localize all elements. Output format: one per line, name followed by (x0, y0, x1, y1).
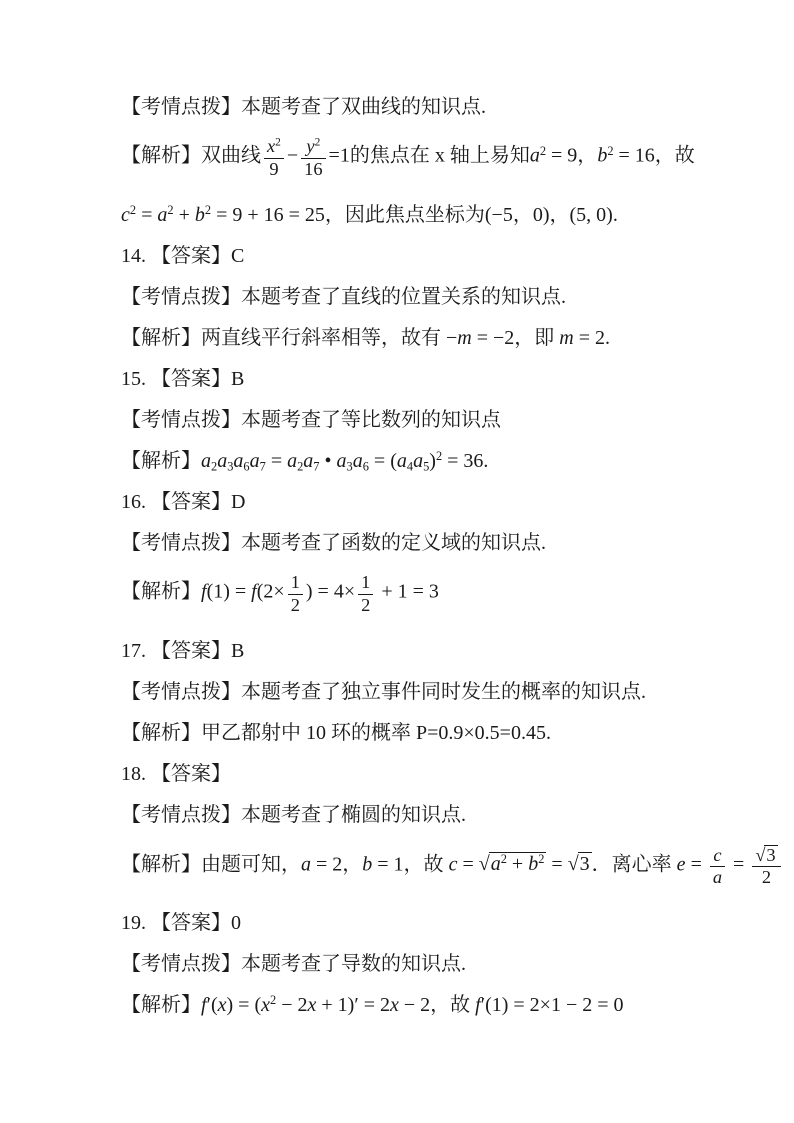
q16-analysis-line (121, 573, 758, 616)
square-root (755, 845, 777, 866)
math-variable: f (475, 994, 481, 1017)
text-run: 3 (579, 853, 590, 876)
superscript: 2 (538, 852, 545, 867)
text-run: ．离心率 (591, 853, 677, 876)
superscript: 2 (129, 202, 137, 217)
math-variable: a (233, 449, 244, 472)
subscript: 3 (346, 459, 353, 474)
fraction (710, 846, 725, 889)
math-variable: m (457, 326, 472, 349)
superscript: 2 (435, 448, 443, 463)
math-variable: c (121, 203, 130, 226)
text-run: = (546, 853, 568, 876)
text-run: 【考情点拨】本题考查了函数的定义域的知识点. (121, 531, 546, 554)
math-variable: c (713, 844, 722, 865)
superscript: 2 (607, 143, 614, 158)
superscript: 2 (167, 202, 174, 217)
q19-exam-point-line (121, 953, 758, 975)
math-variable: a (249, 449, 260, 472)
superscript: 2 (500, 852, 507, 867)
text-run: ′( (206, 994, 218, 1017)
text-run: − 2 (276, 994, 308, 1017)
radicand (489, 852, 547, 875)
text-run: ) = ( (226, 994, 262, 1017)
math-variable: a (352, 449, 363, 472)
square-root (568, 852, 592, 875)
math-variable: f (251, 580, 257, 603)
fraction (301, 137, 325, 180)
text-run: • (319, 449, 337, 472)
text-run: 【考情点拨】本题考查了双曲线的知识点. (121, 96, 486, 118)
math-variable: a (157, 203, 168, 226)
radical-icon: √ (567, 853, 579, 876)
subscript: 2 (211, 459, 218, 474)
text-run: − (286, 144, 299, 167)
text-run: = 16，故 (613, 144, 695, 167)
text-run: = 36. (442, 449, 489, 472)
fraction-numerator (288, 573, 303, 594)
text-run: = (457, 853, 479, 876)
text-run: 16 (304, 158, 323, 179)
q13-analysis-line-2 (121, 204, 758, 226)
math-variable: x (217, 994, 227, 1017)
radicand (578, 852, 592, 875)
text-run: + (506, 853, 529, 876)
text-run: = (685, 853, 707, 876)
q17-analysis-line (121, 722, 758, 744)
q16-exam-point-line (121, 532, 758, 554)
fraction (288, 573, 303, 616)
text-run: 【考情点拨】本题考查了导数的知识点. (121, 953, 466, 976)
radical-icon: √ (755, 844, 766, 865)
text-run: = 2. (573, 326, 611, 349)
text-run: = −2，即 (471, 326, 560, 349)
math-variable: b (194, 203, 205, 226)
fraction-denominator (264, 158, 284, 180)
text-run: − 2，故 (398, 994, 476, 1017)
text-run: (2× (256, 580, 285, 603)
q14-answer-line (121, 245, 758, 267)
q19-analysis-line (121, 994, 758, 1016)
text-run: 2 (761, 867, 772, 888)
text-run: + 1 = 3 (376, 580, 439, 603)
text-run: 2 (290, 594, 300, 615)
math-variable: a (712, 867, 723, 888)
text-run: 18. 【答案】 (121, 762, 231, 785)
text-run: + 1)′ = 2 (316, 994, 390, 1017)
text-run: 17. 【答案】B (121, 639, 245, 662)
text-run: = (728, 853, 750, 876)
subscript: 7 (259, 459, 266, 474)
text-run: 1 (290, 571, 300, 592)
q17-exam-point-line (121, 681, 758, 703)
text-run: 3 (766, 844, 776, 865)
text-run: 【解析】 (121, 580, 201, 603)
math-variable: a (529, 144, 540, 167)
text-run: ) = 4× (305, 580, 356, 603)
text-run: = 1，故 (372, 853, 449, 876)
subscript: 3 (227, 459, 234, 474)
text-run: 【解析】 (121, 449, 201, 472)
math-variable: b (362, 853, 373, 876)
superscript: 2 (275, 136, 281, 149)
radical-icon: √ (478, 853, 490, 876)
text-run: = 2， (311, 853, 363, 876)
q17-answer-line (121, 640, 758, 662)
text-run: 【解析】由题可知， (121, 853, 301, 876)
q14-analysis-line (121, 327, 758, 349)
text-run: 【考情点拨】本题考查了独立事件同时发生的概率的知识点. (121, 680, 646, 703)
superscript: 2 (314, 136, 321, 149)
math-variable: y (306, 136, 315, 156)
math-variable: a (490, 853, 501, 876)
q15-exam-point-line (121, 409, 758, 431)
text-run: = 9， (546, 144, 598, 167)
subscript: 5 (423, 459, 430, 474)
text-run: =1的焦点在 x 轴上易知 (328, 144, 530, 167)
math-variable: b (528, 853, 539, 876)
fraction-denominator (710, 866, 725, 888)
text-run: 【考情点拨】本题考查了等比数列的知识点 (121, 408, 501, 431)
fraction-denominator (301, 158, 325, 180)
subscript: 7 (313, 459, 320, 474)
q18-exam-point-line (121, 804, 758, 826)
text-run: 19. 【答案】0 (121, 912, 241, 935)
text-run: + (173, 203, 195, 226)
subscript: 6 (243, 459, 250, 474)
math-variable: x (389, 994, 399, 1017)
math-variable: a (336, 449, 347, 472)
text-run: = (136, 203, 158, 226)
q16-answer-line (121, 491, 758, 513)
math-variable: f (201, 580, 207, 603)
math-variable: m (559, 326, 574, 349)
math-variable: x (267, 136, 276, 156)
subscript: 2 (297, 459, 304, 474)
q18-answer-line (121, 763, 758, 785)
text-run: = 9 + 16 = 25，因此焦点坐标为(−5，0)，(5, 0). (211, 203, 618, 226)
math-variable: b (597, 144, 608, 167)
math-variable: x (307, 994, 317, 1017)
superscript: 2 (539, 143, 547, 158)
text-run: 【考情点拨】本题考查了椭圆的知识点. (121, 803, 466, 826)
superscript: 2 (270, 993, 277, 1008)
q18-analysis-line (121, 844, 776, 889)
math-variable: c (448, 853, 458, 876)
text-run: 【解析】甲乙都射中 10 环的概率 P=0.9×0.5=0.45. (121, 721, 551, 744)
fraction-denominator (358, 594, 373, 616)
text-run: 【解析】 (121, 994, 201, 1017)
math-variable: a (217, 449, 228, 472)
text-run: 15. 【答案】B (121, 367, 245, 390)
fraction-denominator (752, 866, 780, 888)
math-variable: a (201, 449, 211, 472)
math-variable: x (261, 994, 270, 1017)
fraction-numerator (301, 137, 325, 158)
fraction (752, 845, 780, 889)
math-variable: a (413, 449, 424, 472)
q13-exam-point-line (121, 96, 758, 118)
fraction-numerator (358, 573, 373, 594)
square-root (479, 852, 547, 875)
math-variable: a (287, 449, 298, 472)
q15-answer-line (121, 368, 758, 390)
text-run: 【解析】两直线平行斜率相等，故有 − (121, 326, 458, 349)
q13-analysis-line-1 (121, 137, 758, 180)
text-run: ′(1) = 2×1 − 2 = 0 (480, 994, 624, 1017)
text-run: 1 (361, 571, 371, 592)
superscript: 2 (204, 202, 212, 217)
q14-exam-point-line (121, 286, 758, 308)
text-run: = (265, 449, 288, 472)
math-variable: a (303, 449, 314, 472)
text-run: 16. 【答案】D (121, 490, 246, 513)
fraction (358, 573, 373, 616)
subscript: 6 (362, 459, 369, 474)
subscript: 4 (406, 459, 414, 474)
text-run: (1) = (206, 580, 252, 603)
math-variable: a (301, 853, 311, 876)
radicand (764, 845, 777, 866)
fraction (264, 137, 284, 180)
text-run: 【考情点拨】本题考查了直线的位置关系的知识点. (121, 285, 566, 308)
math-variable: e (676, 853, 686, 876)
fraction-numerator (264, 137, 284, 158)
text-run: 2 (361, 594, 371, 615)
text-run: = ( (368, 449, 397, 472)
q19-answer-line (121, 912, 758, 934)
math-variable: a (396, 449, 407, 472)
math-variable: f (201, 994, 207, 1017)
text-run: ) (429, 449, 436, 472)
text-run: 9 (269, 158, 279, 179)
fraction-numerator (710, 846, 725, 867)
text-run: 【解析】双曲线 (121, 144, 261, 167)
q15-analysis-line (121, 450, 758, 472)
text-run: 14. 【答案】C (121, 244, 245, 267)
fraction-numerator (752, 845, 780, 867)
fraction-denominator (288, 594, 303, 616)
